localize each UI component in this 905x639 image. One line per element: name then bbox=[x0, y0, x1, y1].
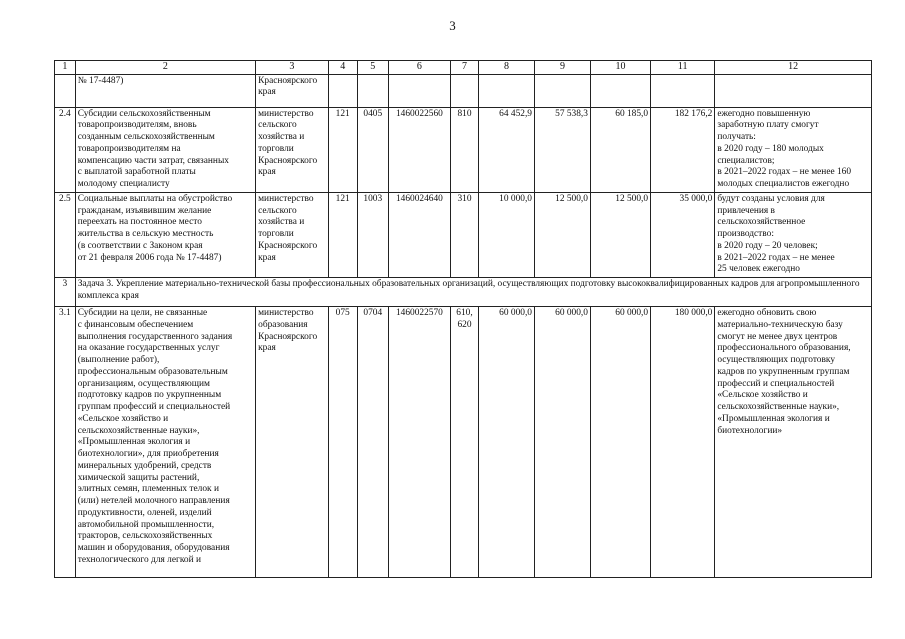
task-title: Задача 3. Укрепление материально-технической базы профессиональных образовательных организаций, осуществляющих подготовку высококвалифицированных кадров для агропромышленного комплекса края bbox=[75, 278, 871, 307]
measure-name: № 17-4487) bbox=[75, 74, 255, 107]
cell-grbs bbox=[328, 74, 357, 107]
cell-expense-type bbox=[451, 74, 479, 107]
cell-amount-2020: 10 000,0 bbox=[478, 192, 534, 277]
column-header: 4 bbox=[328, 61, 357, 75]
column-header: 6 bbox=[388, 61, 450, 75]
cell-target-article bbox=[388, 74, 450, 107]
row-number: 3.1 bbox=[55, 307, 76, 578]
cell-amount-2022 bbox=[590, 74, 650, 107]
measure-name: Субсидии на цели, не связанные с финансовым обеспечением выполнения государственного задания на оказание государственных услуг (выполнение работ), профессиональным образовательным организациям, осуществляющим подготовку кадров по укрупненным группам профессий и специальностей «Сельское хозяйство и сельскохозяйственные науки», «Промышленная экология и биотехнологии», для приобретения минеральных удобрений, средств химической защиты растений, элитных семян, племенных телок и (или) нетелей молочного направления продуктивности, оленей, изделий автомобильной промышленности, тракторов, сельскохозяйственных машин и оборудования, оборудования технологического для легкой и bbox=[75, 307, 255, 578]
row-number: 2.5 bbox=[55, 192, 76, 277]
cell-amount-2022: 60 185,0 bbox=[590, 107, 650, 192]
column-header: 3 bbox=[256, 61, 329, 75]
executor: Красноярского края bbox=[256, 74, 329, 107]
task-row bbox=[55, 278, 872, 307]
cell-section: 0704 bbox=[357, 307, 388, 578]
cell-amount-2022: 12 500,0 bbox=[590, 192, 650, 277]
cell-section: 0405 bbox=[357, 107, 388, 192]
cell-amount-total: 180 000,0 bbox=[651, 307, 715, 578]
cell-section bbox=[357, 74, 388, 107]
cell-amount-total bbox=[651, 74, 715, 107]
column-header: 10 bbox=[590, 61, 650, 75]
column-numbers-row bbox=[55, 61, 872, 75]
cell-expense-type: 610, 620 bbox=[451, 307, 479, 578]
cell-target-article: 1460024640 bbox=[388, 192, 450, 277]
expected-result: ежегодно повышенную заработную плату смогут получать: в 2020 году – 180 молодых специалистов; в 2021–2022 годах – не менее 160 молодых специалистов ежегодно bbox=[715, 107, 872, 192]
measure-name: Субсидии сельскохозяйственным товаропроизводителям, вновь созданным сельскохозяйственным товаропроизводителям на компенсацию части затрат, связанных с выплатой заработной платы молодому специалисту bbox=[75, 107, 255, 192]
executor: министерство сельского хозяйства и торговли Красноярского края bbox=[256, 192, 329, 277]
column-header: 2 bbox=[75, 61, 255, 75]
row-number: 2.4 bbox=[55, 107, 76, 192]
column-header: 5 bbox=[357, 61, 388, 75]
row-number bbox=[55, 74, 76, 107]
column-header: 8 bbox=[478, 61, 534, 75]
table-row bbox=[55, 74, 872, 107]
cell-grbs: 075 bbox=[328, 307, 357, 578]
cell-amount-2021: 57 538,3 bbox=[534, 107, 590, 192]
cell-grbs: 121 bbox=[328, 107, 357, 192]
column-header: 1 bbox=[55, 61, 76, 75]
expected-result bbox=[715, 74, 872, 107]
task-number: 3 bbox=[55, 278, 76, 307]
table-row bbox=[55, 192, 872, 277]
column-header: 12 bbox=[715, 61, 872, 75]
cell-amount-total: 35 000,0 bbox=[651, 192, 715, 277]
cell-section: 1003 bbox=[357, 192, 388, 277]
table-row bbox=[55, 307, 872, 578]
cell-amount-2020 bbox=[478, 74, 534, 107]
executor: министерство сельского хозяйства и торговли Красноярского края bbox=[256, 107, 329, 192]
cell-amount-2022: 60 000,0 bbox=[590, 307, 650, 578]
column-header: 7 bbox=[451, 61, 479, 75]
program-table bbox=[54, 60, 872, 578]
cell-target-article: 1460022560 bbox=[388, 107, 450, 192]
table-row bbox=[55, 107, 872, 192]
cell-amount-2021: 60 000,0 bbox=[534, 307, 590, 578]
cell-expense-type: 310 bbox=[451, 192, 479, 277]
cell-amount-2021 bbox=[534, 74, 590, 107]
column-header: 11 bbox=[651, 61, 715, 75]
cell-amount-total: 182 176,2 bbox=[651, 107, 715, 192]
cell-grbs: 121 bbox=[328, 192, 357, 277]
cell-amount-2020: 60 000,0 bbox=[478, 307, 534, 578]
cell-expense-type: 810 bbox=[451, 107, 479, 192]
cell-amount-2020: 64 452,9 bbox=[478, 107, 534, 192]
expected-result: будут созданы условия для привлечения в сельскохозяйственное производство: в 2020 году – 20 человек; в 2021–2022 годах – не менее 25 человек ежегодно bbox=[715, 192, 872, 277]
column-header: 9 bbox=[534, 61, 590, 75]
executor: министерство образования Красноярского края bbox=[256, 307, 329, 578]
measure-name: Социальные выплаты на обустройство гражданам, изъявившим желание переехать на постоянное место жительства в сельскую местность (в соответствии с Законом края от 21 февраля 2006 года № 17-4487) bbox=[75, 192, 255, 277]
cell-target-article: 1460022570 bbox=[388, 307, 450, 578]
expected-result: ежегодно обновить свою материально-техническую базу смогут не менее двух центров профессионального образования, осуществляющих подготовку кадров по укрупненным группам профессий и специальностей «Сельское хозяйство и сельскохозяйственные науки», «Промышленная экология и биотехнологии» bbox=[715, 307, 872, 578]
page-number: 3 bbox=[449, 18, 456, 33]
cell-amount-2021: 12 500,0 bbox=[534, 192, 590, 277]
